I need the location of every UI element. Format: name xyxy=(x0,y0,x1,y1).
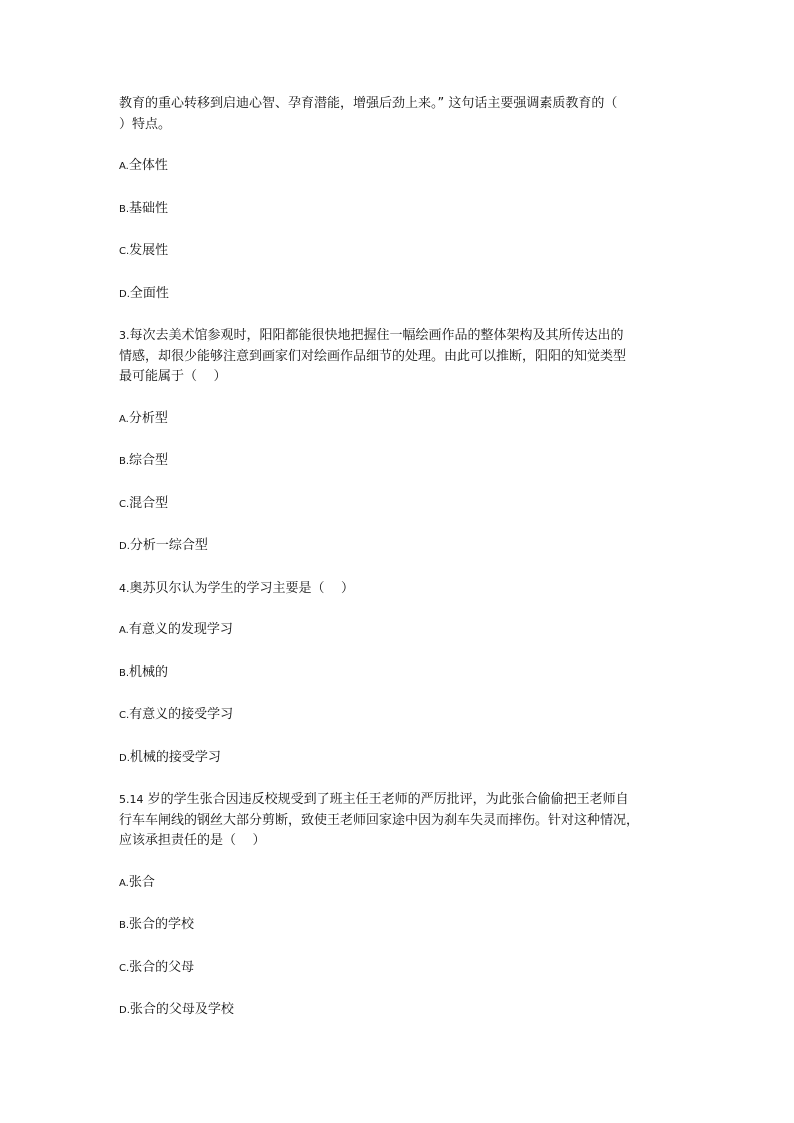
option-letter: B. xyxy=(119,667,130,679)
option-letter: D. xyxy=(119,752,130,764)
document-content xyxy=(119,94,679,1043)
question-3-option-c xyxy=(119,494,679,516)
question-3-stem-line-1: 每次去美术馆参观时，阳阳都能很快地把握住一幅绘画作品的整体架构及其所传达出的 xyxy=(129,328,624,343)
question-2-option-a xyxy=(119,156,679,178)
question-5-stem-line-1: 岁的学生张合因违反校规受到了班主任王老师的严厉批评，为此张合偷偷把王老师自 xyxy=(143,792,629,807)
question-5-stem xyxy=(119,790,679,852)
option-letter: B. xyxy=(119,920,130,931)
option-text: 全体性 xyxy=(128,158,168,173)
question-2-option-b xyxy=(119,199,679,221)
option-text: 发展性 xyxy=(129,243,169,258)
question-2-stem xyxy=(119,94,679,135)
question-3-stem xyxy=(119,326,679,388)
option-text: 分析一综合型 xyxy=(129,538,208,553)
question-5-option-b xyxy=(119,915,679,937)
option-letter: A. xyxy=(119,877,129,889)
option-letter: A. xyxy=(119,161,129,172)
option-letter: A. xyxy=(119,625,129,636)
question-4-option-d xyxy=(119,748,679,770)
option-text: 混合型 xyxy=(129,495,169,511)
question-5-option-c xyxy=(119,958,679,980)
question-4-option-a xyxy=(119,620,679,642)
option-letter: D. xyxy=(119,1005,130,1016)
option-letter: A. xyxy=(119,413,129,425)
option-text: 机械的接受学习 xyxy=(129,749,221,765)
option-text: 机械的 xyxy=(129,664,169,680)
question-number: 4. xyxy=(119,581,130,595)
question-2-option-c xyxy=(119,241,679,263)
option-letter: C. xyxy=(119,498,130,510)
option-text: 张合的学校 xyxy=(129,917,195,932)
question-3-option-d xyxy=(119,536,679,558)
option-text: 有意义的发现学习 xyxy=(128,622,233,637)
question-4-option-b xyxy=(119,663,679,685)
option-letter: C. xyxy=(119,710,130,721)
question-5-option-a xyxy=(119,873,679,895)
option-text: 张合的父母及学校 xyxy=(129,1002,234,1017)
option-letter: C. xyxy=(119,962,130,974)
question-2-stem-line-1: 教育的重心转移到启迪心智、孕育潜能，增强后劲上来。” 这句话主要强调素质教育的（ xyxy=(119,96,618,111)
question-5-stem-line-2: 行车车闸线的钢丝大部分剪断，致使王老师回家途中因为刹车失灵而摔伤。针对这种情况， xyxy=(119,812,640,828)
question-2-stem-line-2: ）特点。 xyxy=(119,116,172,132)
option-text: 基础性 xyxy=(129,200,169,216)
option-letter: C. xyxy=(119,246,130,257)
question-4-stem xyxy=(119,579,679,600)
question-5-option-d xyxy=(119,1000,679,1022)
option-text: 分析型 xyxy=(128,410,168,426)
option-text: 张合 xyxy=(128,874,155,890)
question-2-option-d xyxy=(119,284,679,306)
option-text: 张合的父母 xyxy=(129,959,195,975)
question-3-option-b xyxy=(119,451,679,473)
option-text: 有意义的接受学习 xyxy=(129,707,234,722)
option-letter: B. xyxy=(119,456,130,467)
option-text: 全面性 xyxy=(129,285,169,301)
question-3-stem-line-3: 最可能属于（ ） xyxy=(119,369,227,384)
question-number: 5.14 xyxy=(119,793,144,806)
option-text: 综合型 xyxy=(129,453,169,468)
question-3-stem-line-2: 情感，却很少能够注意到画家们对绘画作品细节的处理。由此可以推断，阳阳的知觉类型 xyxy=(119,348,627,364)
option-letter: B. xyxy=(119,203,130,215)
question-4-option-c xyxy=(119,705,679,727)
option-letter: D. xyxy=(119,541,130,552)
question-4-stem-line-1: 奥苏贝尔认为学生的学习主要是（ ） xyxy=(129,580,355,596)
question-5-stem-line-3: 应该承担责任的是（ ） xyxy=(119,833,266,848)
question-number: 3. xyxy=(119,329,130,342)
question-3-option-a xyxy=(119,409,679,431)
option-letter: D. xyxy=(119,288,130,300)
